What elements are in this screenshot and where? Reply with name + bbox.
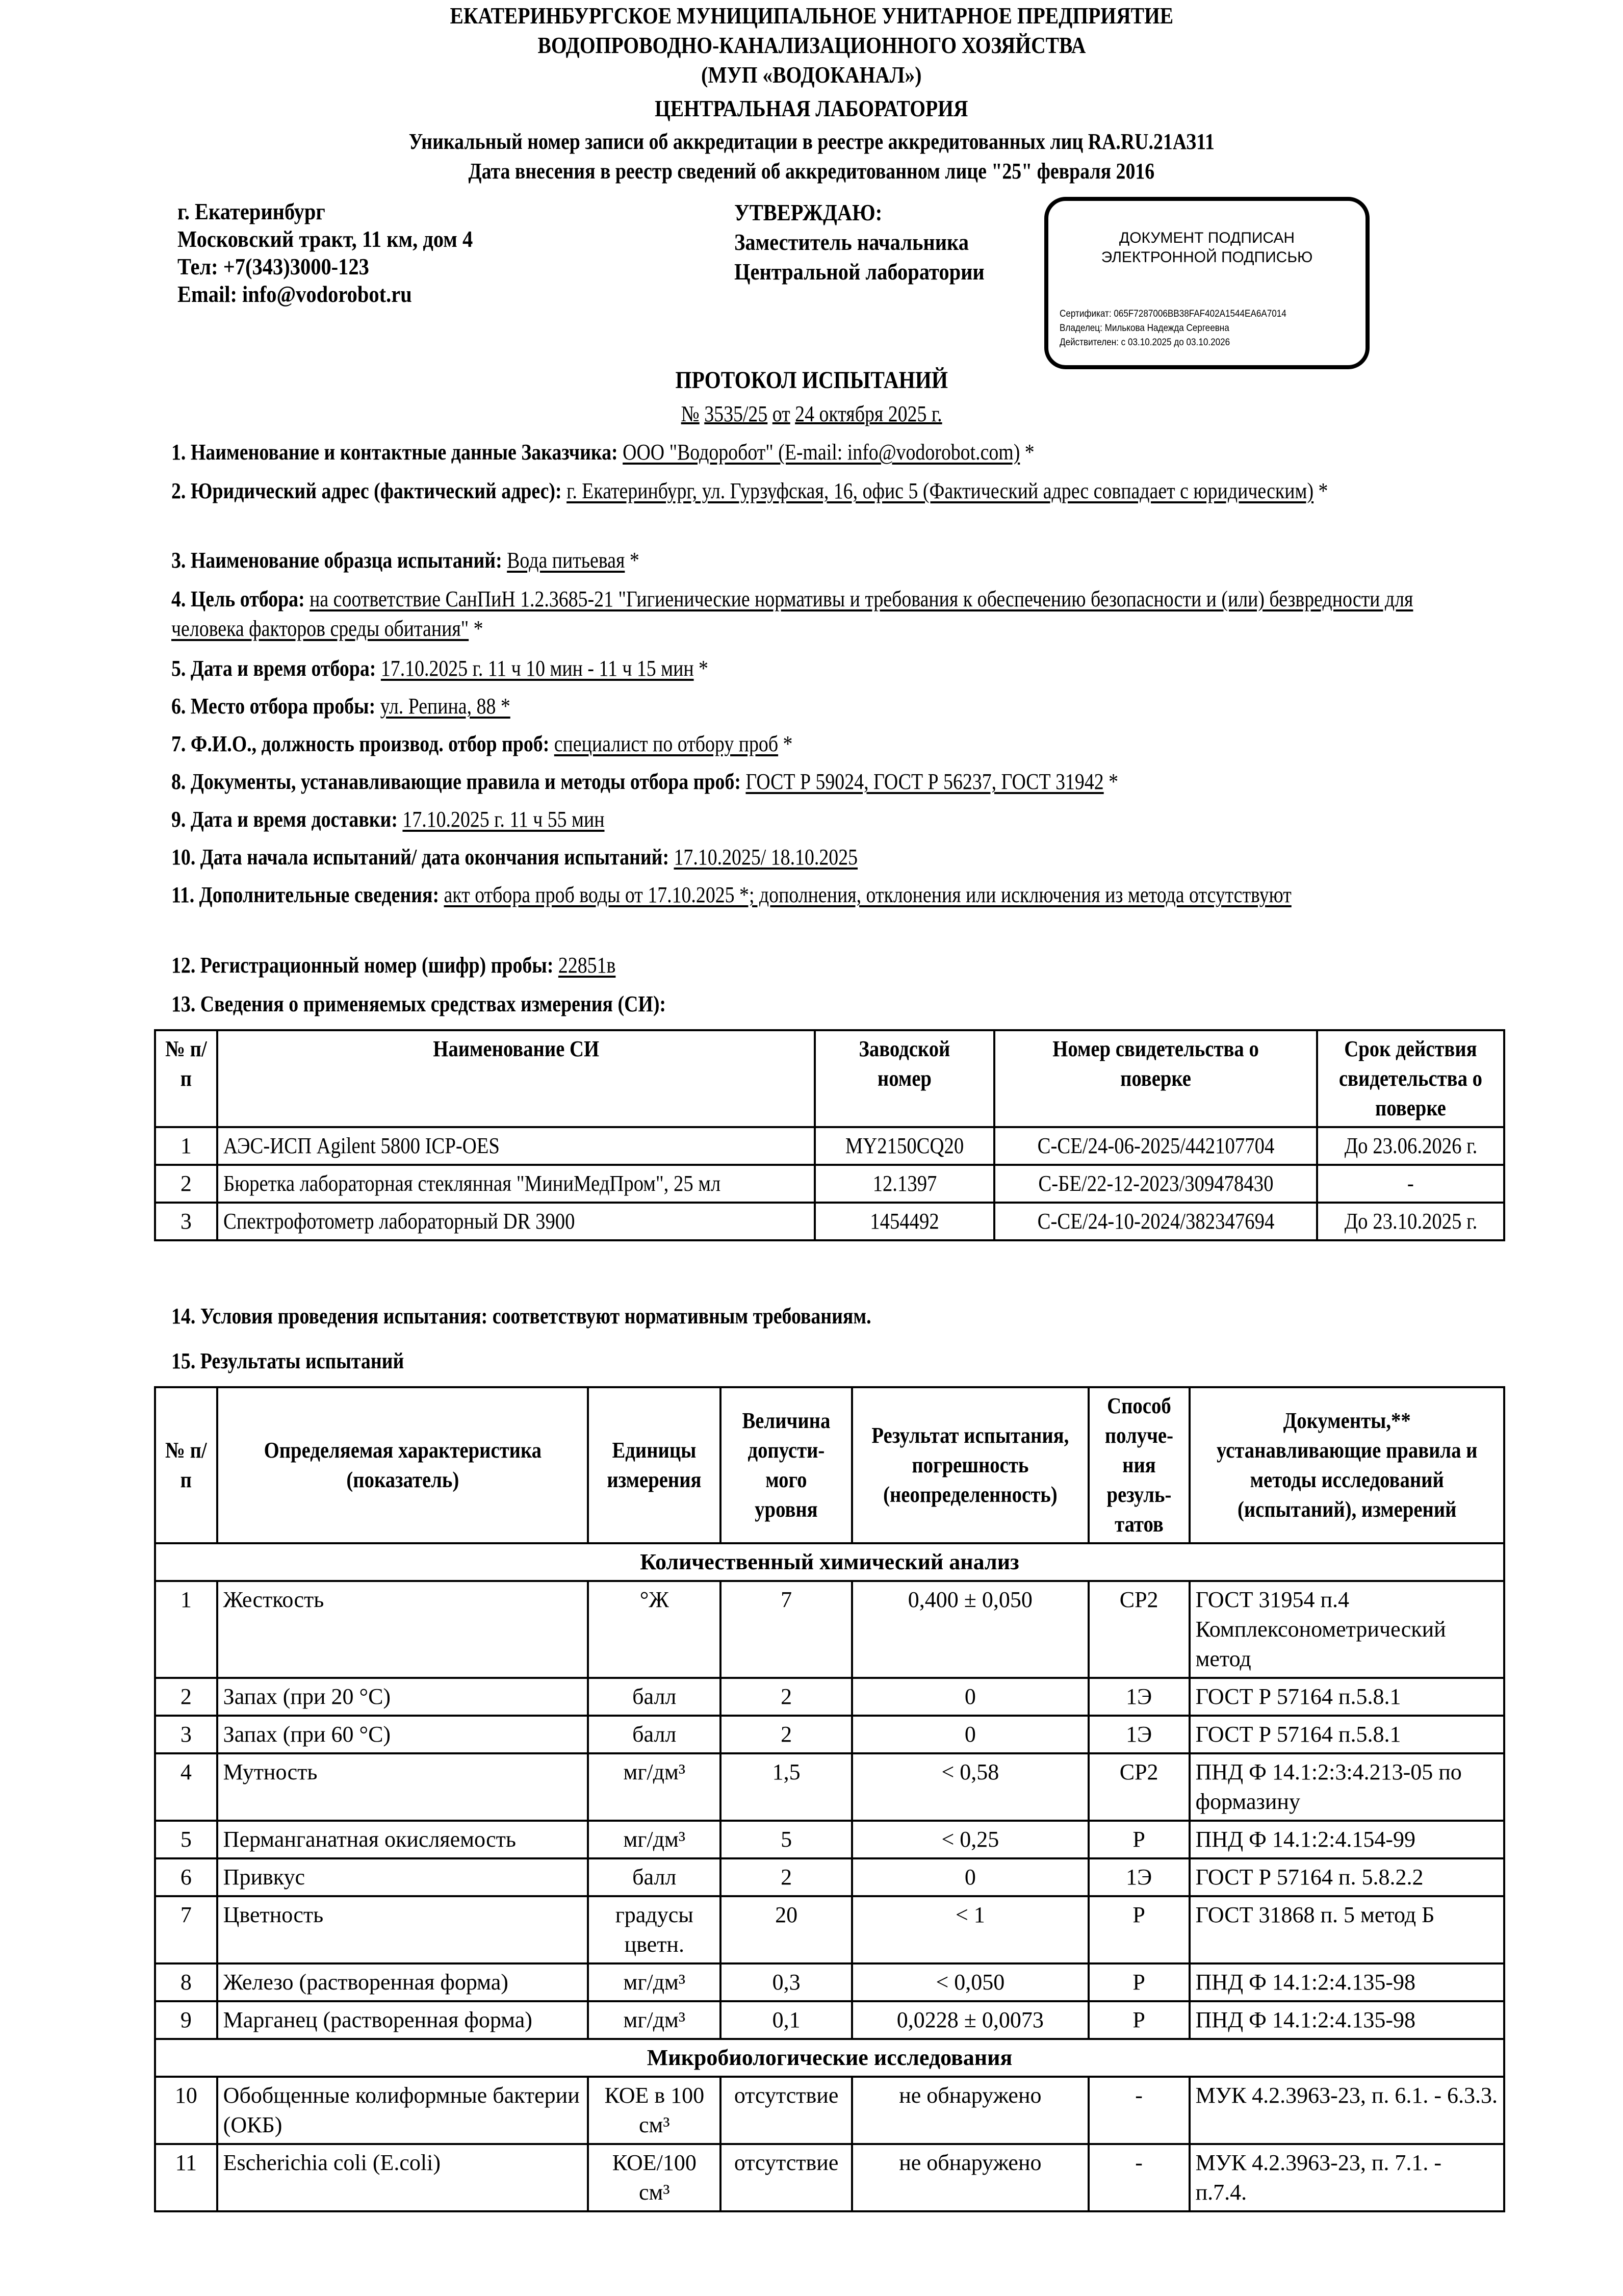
table-row: 4 Мутность мг/дм³ 1,5 < 0,58 СР2 ПНД Ф 14.1:2:3:4.213-05 по формазину [155, 1753, 1504, 1821]
table-row: 2 Запах (при 20 °С) балл 2 0 1Э ГОСТ Р 57164 п.5.8.1 [155, 1678, 1504, 1716]
protocol-title: ПРОТОКОЛ ИСПЫТАНИЙ [675, 367, 948, 394]
table-row: 2 Бюретка лабораторная стеклянная "МиниМедПром", 25 мл 12.1397 С-БЕ/22-12-2023/309478430 - [155, 1165, 1504, 1203]
col-header-certificate: Номер свидетельства о поверке [994, 1030, 1317, 1127]
item-sample-name: 3. Наименование образца испытаний: Вода питьевая * [171, 548, 639, 573]
item-test-dates: 10. Дата начала испытаний/ дата окончания испытаний: 17.10.2025/ 18.10.2025 [171, 845, 858, 870]
col-header-validity: Срок действия свидетельства о поверке [1317, 1030, 1504, 1127]
stamp-owner: Владелец: Милькова Надежда Сергеевна [1060, 323, 1229, 334]
approval-title: УТВЕРЖДАЮ: [734, 199, 883, 225]
item-si-heading: 13. Сведения о применяемых средствах измерения (СИ): [171, 991, 666, 1016]
table-row: 10 Обобщенные колиформные бактерии (ОКБ) КОЕ в 100 см³ отсутствие не обнаружено - МУК 4.2.3963-23, п. 6.1. - 6.3.3. [155, 2077, 1504, 2144]
stamp-validity: Действителен: с 03.10.2025 до 03.10.2026 [1060, 337, 1230, 348]
lab-name: ЦЕНТРАЛЬНАЯ ЛАБОРАТОРИЯ [655, 95, 968, 121]
address-email: Email: info@vodorobot.ru [177, 281, 412, 307]
table-row: 3 Спектрофотометр лабораторный DR 3900 1454492 С-СЕ/24-10-2024/382347694 До 23.10.2025 г. [155, 1203, 1504, 1240]
protocol-number-value: 3535/25 [704, 401, 768, 426]
org-short-name: (МУП «ВОДОКАНАЛ») [701, 62, 922, 88]
col-header-si-name: Наименование СИ [217, 1030, 815, 1127]
item-sampling-datetime: 5. Дата и время отбора: 17.10.2025 г. 11 ч 10 мин - 11 ч 15 мин * [171, 656, 708, 681]
table-row: 3 Запах (при 60 °С) балл 2 0 1Э ГОСТ Р 57164 п.5.8.1 [155, 1716, 1504, 1753]
table-row: 6 Привкус балл 2 0 1Э ГОСТ Р 57164 п. 5.8.2.2 [155, 1858, 1504, 1896]
lab-address [177, 198, 513, 308]
electronic-signature-stamp [1044, 197, 1370, 369]
item-sampling-purpose: 4. Цель отбора: на соответствие СанПиН 1.2.3685-21 "Гигиенические нормативы и требования к обеспечению безопасности и (или) безвредности для человека факторов среды обитания" * [171, 586, 1413, 641]
table-header-row [155, 1030, 1504, 1127]
approval-position-1: Заместитель начальника [734, 229, 969, 255]
table-row: 7 Цветность градусы цветн. 20 < 1 Р ГОСТ 31868 п. 5 метод Б [155, 1896, 1504, 1963]
protocol-number: № 3535/25 от 24 октября 2025 г. [681, 401, 942, 426]
test-results-table [154, 1386, 1505, 2212]
item-registration-number: 12. Регистрационный номер (шифр) пробы: 22851в [171, 953, 616, 978]
section-header-chemical: Количественный химический анализ [155, 1543, 1504, 1581]
item-results-heading: 15. Результаты испытаний [171, 1348, 404, 1373]
item-customer: 1. Наименование и контактные данные Заказчика: ООО "Водоробот" (E-mail: info@vodorobot.com) * [171, 440, 1035, 465]
protocol-date: 24 октября 2025 г. [795, 401, 942, 426]
section-header-microbiology: Микробиологические исследования [155, 2039, 1504, 2077]
item-sampling-place: 6. Место отбора пробы: ул. Репина, 88 * [171, 694, 510, 719]
approval-block [734, 198, 1019, 287]
approval-position-2: Центральной лаборатории [734, 259, 985, 285]
address-phone: Тел: +7(343)3000-123 [177, 253, 369, 279]
registry-date: Дата внесения в реестр сведений об аккредитованном лице "25" февраля 2016 [468, 159, 1155, 184]
item-legal-address: 2. Юридический адрес (фактический адрес): г. Екатеринбург, ул. Гурзуфская, 16, офис 5 (Фактический адрес совпадает с юридическим) * [171, 478, 1328, 503]
table-row: 8 Железо (растворенная форма) мг/дм³ 0,3 < 0,050 Р ПНД Ф 14.1:2:4.135-98 [155, 1963, 1504, 2001]
item-delivery-datetime: 9. Дата и время доставки: 17.10.2025 г. 11 ч 55 мин [171, 807, 605, 832]
item-sampler: 7. Ф.И.О., должность производ. отбор проб: специалист по отбору проб * [171, 731, 793, 756]
org-name-line-1: ЕКАТЕРИНБУРГСКОЕ МУНИЦИПАЛЬНОЕ УНИТАРНОЕ ПРЕДПРИЯТИЕ [450, 3, 1173, 29]
item-sampling-documents: 8. Документы, устанавливающие правила и методы отбора проб: ГОСТ Р 59024, ГОСТ Р 56237, ГОСТ 31942 * [171, 769, 1119, 794]
col-header-number: № п/п [155, 1030, 217, 1127]
table-header-row: № п/п Определяемая характеристика (показатель) Единицы измерения Величина допусти-мого уровня Результат испытания, погрешность (неопределенность) Способ получе-ния резуль-татов Документы,** устанавливающие правила и методы исследований (испытаний), измерений [155, 1387, 1504, 1543]
address-street: Московский тракт, 11 км, дом 4 [177, 226, 473, 252]
table-row: 9 Марганец (растворенная форма) мг/дм³ 0,1 0,0228 ± 0,0073 Р ПНД Ф 14.1:2:4.135-98 [155, 2001, 1504, 2039]
stamp-certificate: Сертификат: 065F7287006BB38FAF402A1544EA6A7014 [1060, 309, 1286, 319]
table-row: 11 Escherichia coli (E.coli) КОЕ/100 см³ отсутствие не обнаружено - МУК 4.2.3963-23, п. 7.1. - п.7.4. [155, 2144, 1504, 2211]
table-row: 1 АЭС-ИСП Agilent 5800 ICP-OES MY2150CQ20 С-СЕ/24-06-2025/442107704 До 23.06.2026 г. [155, 1127, 1504, 1165]
table-row: 5 Перманганатная окисляемость мг/дм³ 5 < 0,25 Р ПНД Ф 14.1:2:4.154-99 [155, 1821, 1504, 1858]
table-row: 1 Жесткость °Ж 7 0,400 ± 0,050 СР2 ГОСТ 31954 п.4 Комплексонометрический метод [155, 1581, 1504, 1678]
measuring-instruments-table [154, 1029, 1505, 1241]
address-city: г. Екатеринбург [177, 198, 325, 224]
stamp-title-1: ДОКУМЕНТ ПОДПИСАН [1119, 229, 1295, 246]
accreditation-number: Уникальный номер записи об аккредитации в реестре аккредитованных лиц RA.RU.21АЗ11 [408, 129, 1215, 154]
item-test-conditions: 14. Условия проведения испытания: соответствуют нормативным требованиям. [171, 1304, 871, 1329]
col-header-serial: Заводской номер [815, 1030, 994, 1127]
stamp-title-2: ЭЛЕКТРОННОЙ ПОДПИСЬЮ [1101, 249, 1313, 266]
item-additional-info: 11. Дополнительные сведения: акт отбора проб воды от 17.10.2025 *; дополнения, отклонения или исключения из метода отсутствуют [171, 882, 1292, 907]
org-name-line-2: ВОДОПРОВОДНО-КАНАЛИЗАЦИОННОГО ХОЗЯЙСТВА [537, 32, 1086, 58]
